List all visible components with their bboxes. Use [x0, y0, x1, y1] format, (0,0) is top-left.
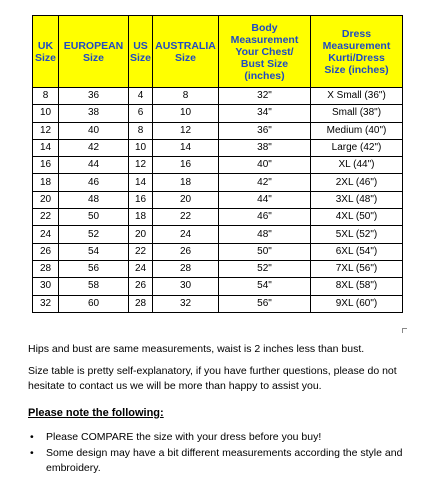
australia-size-cell: 14 [153, 139, 219, 156]
measurement-note: Hips and bust are same measurements, waist is 2 inches less than bust. [28, 343, 365, 355]
header-line: US [133, 39, 148, 52]
australia-size-cell: 10 [153, 105, 219, 122]
note-text: Some design may have a bit different measurements according the style and embroidery. [46, 447, 403, 474]
table-row [33, 191, 403, 208]
header-line: Size (inches) [324, 63, 389, 76]
body-measurement-cell: 46" [219, 209, 311, 226]
us-size-cell: 18 [129, 209, 153, 226]
table-row [33, 157, 403, 174]
header-line: Body [251, 21, 278, 34]
australia-size-cell: 16 [153, 157, 219, 174]
us-size-cell: 16 [129, 191, 153, 208]
header-line: Size [129, 51, 151, 64]
european-size-cell: 44 [59, 157, 129, 174]
header-line: Kurti/Dress [328, 51, 385, 64]
european-size-cell: 38 [59, 105, 129, 122]
us-size-cell: 14 [129, 174, 153, 191]
dress-size-cell: Large (42") [311, 139, 403, 156]
header-line: UK [37, 39, 54, 52]
uk-size-cell: 20 [33, 191, 59, 208]
european-size-cell: 60 [59, 295, 129, 312]
european-size-cell: 54 [59, 243, 129, 260]
header-body-measurement [219, 16, 311, 88]
us-size-cell: 28 [129, 295, 153, 312]
european-size-cell: 40 [59, 122, 129, 139]
table-row [33, 105, 403, 122]
body-measurement-cell: 52" [219, 260, 311, 277]
dress-size-cell: 9XL (60") [311, 295, 403, 312]
table-row [33, 295, 403, 312]
australia-size-cell: 12 [153, 122, 219, 139]
european-size-cell: 36 [59, 88, 129, 105]
table-row [33, 260, 403, 277]
european-size-cell: 42 [59, 139, 129, 156]
dress-size-cell: Medium (40") [311, 122, 403, 139]
us-size-cell: 24 [129, 260, 153, 277]
dress-size-cell: XL (44") [311, 157, 403, 174]
dress-size-cell: 6XL (54") [311, 243, 403, 260]
uk-size-cell: 32 [33, 295, 59, 312]
body-measurement-cell: 50" [219, 243, 311, 260]
body-measurement-cell: 38" [219, 139, 311, 156]
table-row [33, 209, 403, 226]
help-note: Size table is pretty self-explanatory, if you have further questions, please do not hesitate to contact us we will be more than happy to assist you. [28, 365, 397, 392]
dress-size-cell: Small (38") [311, 105, 403, 122]
body-measurement-cell: 56" [219, 295, 311, 312]
us-size-cell: 8 [129, 122, 153, 139]
european-size-cell: 56 [59, 260, 129, 277]
notes-list [28, 430, 428, 477]
us-size-cell: 26 [129, 278, 153, 295]
us-size-cell: 12 [129, 157, 153, 174]
australia-size-cell: 22 [153, 209, 219, 226]
header-line: Size [174, 51, 196, 64]
dress-size-cell: 8XL (58") [311, 278, 403, 295]
header-line: AUSTRALIA [155, 39, 216, 52]
australia-size-cell: 28 [153, 260, 219, 277]
bullet-icon: • [30, 447, 34, 459]
uk-size-cell: 26 [33, 243, 59, 260]
dress-size-cell: 3XL (48") [311, 191, 403, 208]
body-measurement-cell: 42" [219, 174, 311, 191]
european-size-cell: 50 [59, 209, 129, 226]
header-line: (inches) [244, 69, 285, 82]
dress-size-cell: X Small (36") [311, 88, 403, 105]
header-line: Bust Size [240, 57, 289, 70]
body-measurement-cell: 32" [219, 88, 311, 105]
table-row [33, 122, 403, 139]
us-size-cell: 22 [129, 243, 153, 260]
australia-size-cell: 30 [153, 278, 219, 295]
size-table [32, 15, 403, 313]
european-size-cell: 48 [59, 191, 129, 208]
header-us-size [129, 16, 153, 88]
table-row [33, 88, 403, 105]
table-row [33, 243, 403, 260]
australia-size-cell: 8 [153, 88, 219, 105]
header-australia-size [153, 16, 219, 88]
uk-size-cell: 22 [33, 209, 59, 226]
australia-size-cell: 18 [153, 174, 219, 191]
australia-size-cell: 24 [153, 226, 219, 243]
australia-size-cell: 20 [153, 191, 219, 208]
dress-size-cell: 4XL (50") [311, 209, 403, 226]
note-text: Please COMPARE the size with your dress before you buy! [46, 431, 322, 443]
dress-size-cell: 5XL (52") [311, 226, 403, 243]
header-line: Measurement [322, 39, 391, 52]
us-size-cell: 6 [129, 105, 153, 122]
body-measurement-cell: 48" [219, 226, 311, 243]
header-dress-measurement [311, 16, 403, 88]
uk-size-cell: 12 [33, 122, 59, 139]
us-size-cell: 20 [129, 226, 153, 243]
uk-size-cell: 16 [33, 157, 59, 174]
corner-mark [402, 328, 407, 333]
european-size-cell: 58 [59, 278, 129, 295]
table-row [33, 278, 403, 295]
body-measurement-cell: 34" [219, 105, 311, 122]
uk-size-cell: 10 [33, 105, 59, 122]
list-item [28, 446, 428, 476]
header-line: Measurement [230, 33, 299, 46]
body-measurement-cell: 40" [219, 157, 311, 174]
body-measurement-cell: 36" [219, 122, 311, 139]
header-line: Size [82, 51, 104, 64]
uk-size-cell: 28 [33, 260, 59, 277]
body-measurement-cell: 44" [219, 191, 311, 208]
header-european-size [59, 16, 129, 88]
header-line: Dress [341, 27, 372, 40]
bullet-icon: • [30, 431, 34, 443]
dress-size-cell: 7XL (56") [311, 260, 403, 277]
body-measurement-cell: 54" [219, 278, 311, 295]
uk-size-cell: 30 [33, 278, 59, 295]
list-item [28, 430, 428, 445]
us-size-cell: 10 [129, 139, 153, 156]
header-line: Size [34, 51, 56, 64]
european-size-cell: 52 [59, 226, 129, 243]
header-uk-size [33, 16, 59, 88]
australia-size-cell: 32 [153, 295, 219, 312]
table-row [33, 174, 403, 191]
header-line: Your Chest/ [235, 45, 294, 58]
table-body [33, 88, 403, 313]
australia-size-cell: 26 [153, 243, 219, 260]
us-size-cell: 4 [129, 88, 153, 105]
table-row [33, 226, 403, 243]
table-row [33, 139, 403, 156]
notes-heading: Please note the following: [28, 407, 164, 419]
header-line: EUROPEAN [63, 39, 124, 52]
uk-size-cell: 18 [33, 174, 59, 191]
uk-size-cell: 14 [33, 139, 59, 156]
uk-size-cell: 8 [33, 88, 59, 105]
european-size-cell: 46 [59, 174, 129, 191]
table-header-row [33, 16, 403, 88]
uk-size-cell: 24 [33, 226, 59, 243]
dress-size-cell: 2XL (46") [311, 174, 403, 191]
